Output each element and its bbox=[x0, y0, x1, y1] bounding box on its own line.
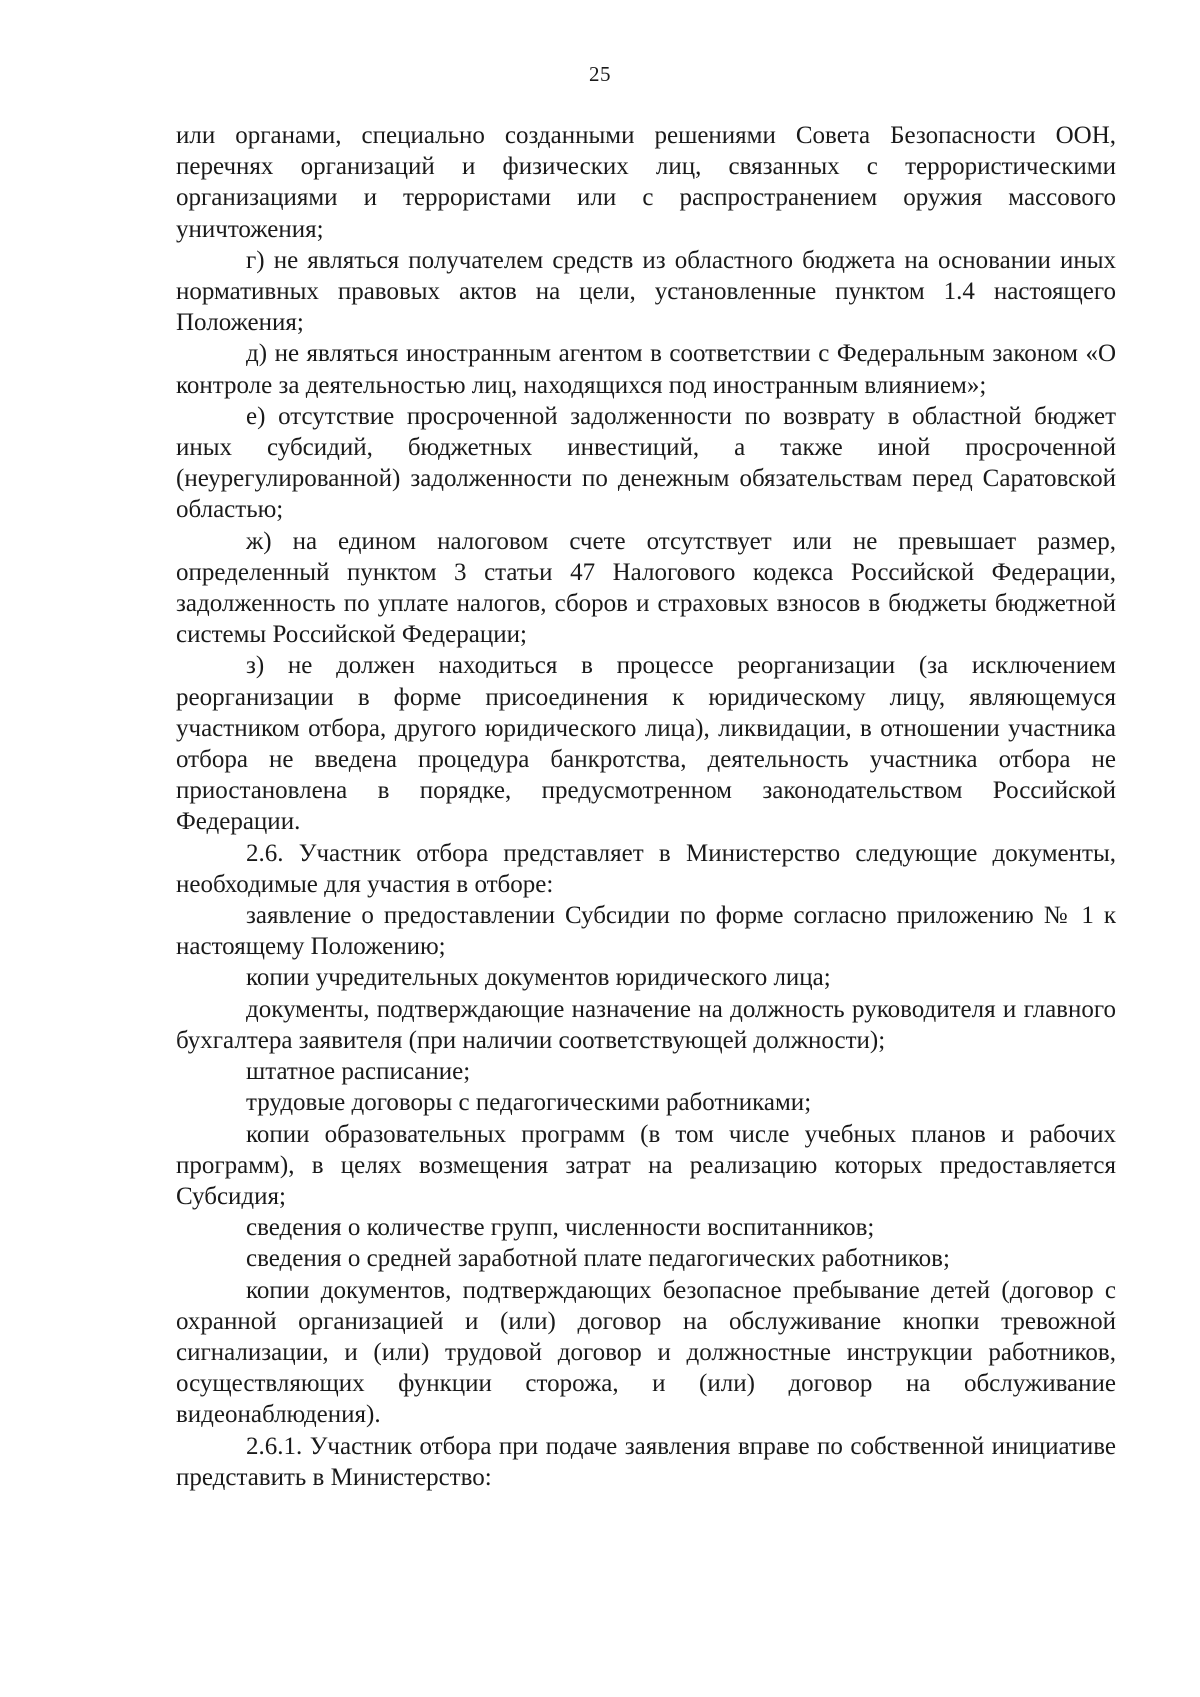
document-list-item: копии документов, подтверждающих безопасное пребывание детей (договор с охранной организацией и (или) договор на обслуживание кнопки тревожной сигнализации, и (или) трудовой договор и должностные инструкции работников, осуществляющих функции сторожа, и (или) договор на обслуживание видеонаблюдения). bbox=[176, 1276, 1116, 1429]
paragraph-item-zh: ж) на едином налоговом счете отсутствует или не превышает размер, определенный пунктом 3 статьи 47 Налогового кодекса Российской Федерации, задолженность по уплате налогов, сборов и страховых взносов в бюджеты бюджетной системы Российской Федерации; bbox=[176, 527, 1116, 649]
page-number: 25 bbox=[589, 62, 611, 86]
paragraph-2-6-1: 2.6.1. Участник отбора при подаче заявления вправе по собственной инициативе представить в Министерство: bbox=[176, 1432, 1116, 1491]
paragraph-item-g: г) не являться получателем средств из областного бюджета на основании иных нормативных правовых актов на цели, установленные пунктом 1.4 настоящего Положения; bbox=[176, 246, 1116, 337]
document-body bbox=[176, 120, 1116, 1493]
document-list-item: сведения о средней заработной плате педагогических работников; bbox=[246, 1245, 950, 1273]
paragraph-item-d: д) не являться иностранным агентом в соответствии с Федеральным законом «О контроле за деятельностью лиц, находящихся под иностранным влиянием»; bbox=[176, 340, 1116, 399]
document-list-item: штатное расписание; bbox=[246, 1058, 471, 1086]
document-list-item: копии учредительных документов юридического лица; bbox=[246, 964, 831, 992]
paragraph-2-6: 2.6. Участник отбора представляет в Министерство следующие документы, необходимые для участия в отборе: bbox=[176, 839, 1116, 898]
paragraph-continuation: или органами, специально созданными решениями Совета Безопасности ООН, перечнях организаций и физических лиц, связанных с террористическими организациями и террористами или с распространением оружия массового уничтожения; bbox=[176, 122, 1116, 243]
paragraph-item-e: е) отсутствие просроченной задолженности по возврату в областной бюджет иных субсидий, бюджетных инвестиций, а также иной просроченной (неурегулированной) задолженности по денежным обязательствам перед Саратовской областью; bbox=[176, 402, 1116, 524]
document-list-item: трудовые договоры с педагогическими работниками; bbox=[246, 1089, 812, 1117]
paragraph-item-z: з) не должен находиться в процессе реорганизации (за исключением реорганизации в форме присоединения к юридическому лицу, являющемуся участником отбора, другого юридического лица), ликвидации, в отношении участника отбора не введена процедура банкротства, деятельность участника отбора не приостановлена в порядке, предусмотренном законодательством Российской Федерации. bbox=[176, 652, 1116, 836]
document-list-item: заявление о предоставлении Субсидии по форме согласно приложению № 1 к настоящему Положению; bbox=[176, 902, 1116, 961]
document-list-item: копии образовательных программ (в том числе учебных планов и рабочих программ), в целях возмещения затрат на реализацию которых предоставляется Субсидия; bbox=[176, 1120, 1116, 1210]
document-list-item: документы, подтверждающие назначение на должность руководителя и главного бухгалтера заявителя (при наличии соответствующей должности); bbox=[176, 995, 1116, 1054]
document-list-item: сведения о количестве групп, численности воспитанников; bbox=[246, 1214, 875, 1242]
